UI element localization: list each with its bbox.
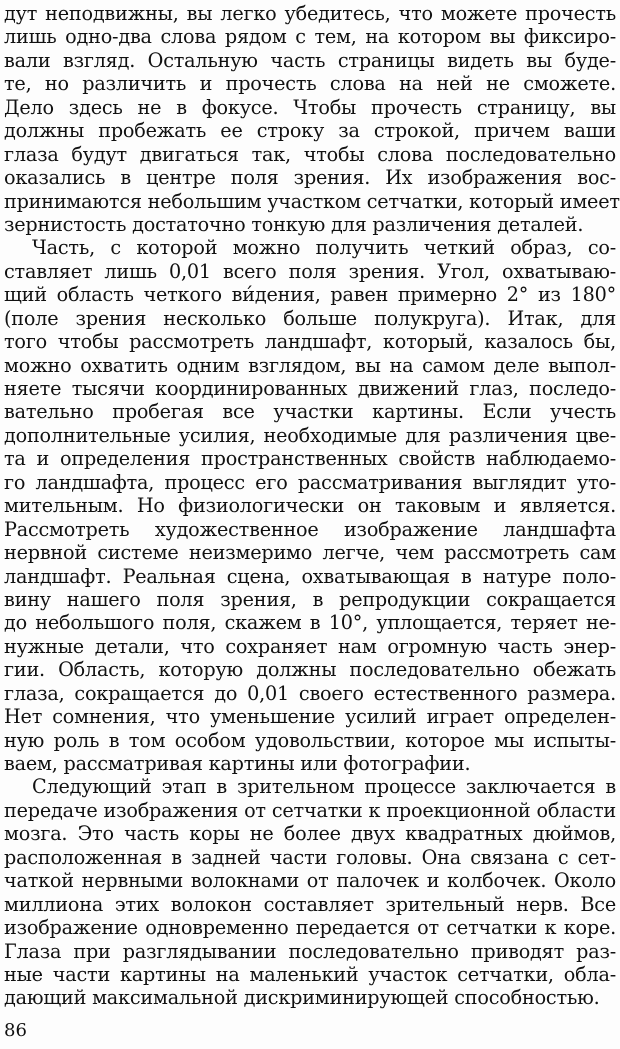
text-line: мительным. Но физиологически он таковым и является. xyxy=(4,494,616,518)
text-line: глаза, сокращается до 0,01 своего естественного размера. xyxy=(4,681,616,705)
paragraph xyxy=(4,236,616,775)
text-line: мозга. Это часть коры не более двух квадратных дюймов, xyxy=(4,822,616,846)
text-line: миллиона этих волокон составляет зрительный нерв. Все xyxy=(4,892,616,916)
paragraph xyxy=(4,2,620,236)
text-line: зернистость достаточно тонкую для различения деталей. xyxy=(4,212,584,236)
text-line: (поле зрения несколько больше полукруга). Итак, для xyxy=(4,306,616,330)
text-line: ставляет лишь 0,01 всего поля зрения. Угол, охватываю- xyxy=(4,259,616,283)
text-line: щий область четкого ви́дения, равен примерно 2° из 180° xyxy=(4,283,616,307)
page-text xyxy=(4,2,620,1010)
text-line: Следующий этап в зрительном процессе заключается в xyxy=(32,775,616,799)
text-line: лишь одно-два слова рядом с тем, на котором вы фиксиро- xyxy=(4,25,616,49)
text-line: Рассмотреть художественное изображение ландшафта xyxy=(4,517,616,541)
text-line: до небольшого поля, скажем в 10°, уплощается, теряет не- xyxy=(4,611,616,635)
text-line: изображение одновременно передается от сетчатки к коре. xyxy=(4,916,616,940)
text-line: Часть, с которой можно получить четкий образ, со- xyxy=(32,236,616,260)
text-line: гии. Область, которую должны последовательно обежать xyxy=(4,658,616,682)
paragraph xyxy=(4,775,616,1009)
text-line: вательно пробегая все участки картины. Если учесть xyxy=(4,400,616,424)
text-line: ландшафт. Реальная сцена, охватывающая в натуре поло- xyxy=(4,564,616,588)
text-line: передаче изображения от сетчатки к проекционной области xyxy=(4,798,616,822)
text-line: Глаза при разглядывании последовательно приводят раз- xyxy=(4,939,616,963)
text-line: вали взгляд. Остальную часть страницы видеть вы буде- xyxy=(4,48,616,72)
text-line: няете тысячи координированных движений глаз, последо- xyxy=(4,377,616,400)
text-line: того чтобы рассмотреть ландшафт, который, казалось бы, xyxy=(4,330,616,354)
text-line: можно охватить одним взглядом, вы на самом деле выпол- xyxy=(4,353,616,377)
text-line: нужные детали, что сохраняет нам огромную часть энер- xyxy=(4,634,616,658)
text-line: оказались в центре поля зрения. Их изображения вос- xyxy=(4,166,616,190)
text-line: расположенная в задней части головы. Она связана с сет- xyxy=(4,845,616,869)
text-line: Нет сомнения, что уменьшение усилий играет определен- xyxy=(4,705,616,729)
text-line: глаза будут двигаться так, чтобы слова последовательно xyxy=(4,142,616,166)
text-line: ваем, рассматривая картины или фотографии. xyxy=(4,752,471,775)
text-line: дающий максимальной дискриминирующей способностью. xyxy=(4,986,600,1010)
text-line: дут неподвижны, вы легко убедитесь, что можете прочесть xyxy=(4,2,616,25)
text-line: те, но различить и прочесть слова на ней не сможете. xyxy=(4,72,616,96)
text-line: чаткой нервными волокнами от палочек и колбочек. Около xyxy=(4,869,616,893)
text-line: Дело здесь не в фокусе. Чтобы прочесть страницу, вы xyxy=(4,95,616,119)
text-line: та и определения пространственных свойств наблюдаемо- xyxy=(4,447,616,471)
text-line: ные части картины на маленький участок сетчатки, обла- xyxy=(4,962,616,986)
text-line: вину нашего поля зрения, в репродукции сокращается xyxy=(4,587,616,611)
text-line: принимаются небольшим участком сетчатки, который имеет xyxy=(4,189,620,213)
text-line: го ландшафта, процесс его рассматривания выглядит уто- xyxy=(4,470,616,494)
text-line: должны пробежать ее строку за строкой, причем ваши xyxy=(4,119,616,143)
page-number: 86 xyxy=(4,1020,27,1041)
text-line: нервной системе неизмеримо легче, чем рассмотреть сам xyxy=(4,541,616,565)
text-line: ную роль в том особом удовольствии, которое мы испыты- xyxy=(4,728,616,752)
text-line: дополнительные усилия, необходимые для различения цве- xyxy=(4,423,616,447)
